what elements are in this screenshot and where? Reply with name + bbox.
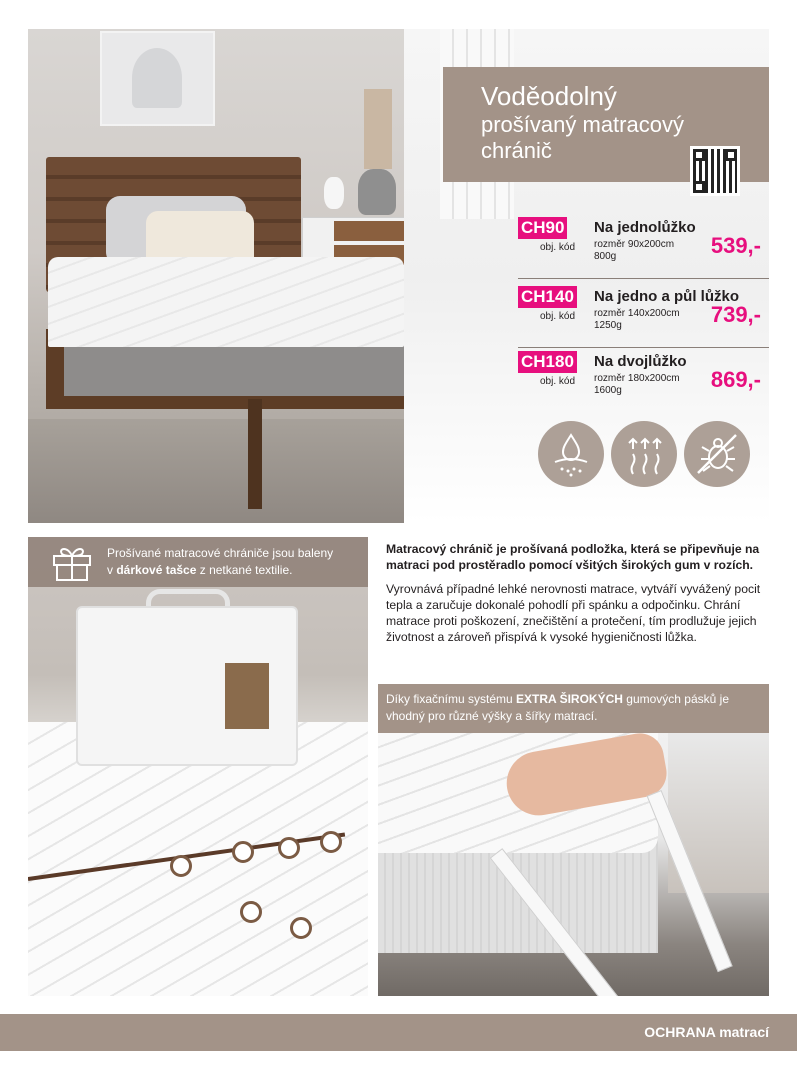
- title-line-3: chránič: [481, 138, 552, 163]
- elastic-strap-photo: [378, 733, 769, 996]
- footer-bar: [0, 1014, 797, 1051]
- obj-code-label: obj. kód: [540, 376, 576, 387]
- product-name: Na jedno a půl lůžko: [594, 288, 740, 305]
- title-line-1: Voděodolný: [481, 81, 617, 111]
- product-name: Na jednolůžko: [594, 219, 696, 236]
- product-size: rozměr 140x200cm: [594, 308, 680, 319]
- cotton-flower: [240, 901, 262, 923]
- product-row: [518, 349, 769, 405]
- product-description: [386, 541, 769, 645]
- product-code: CH140: [518, 286, 577, 308]
- gift-icon: [50, 542, 94, 582]
- product-code: CH90: [518, 217, 567, 239]
- product-size: rozměr 180x200cm: [594, 373, 680, 384]
- wall-art: [100, 31, 215, 126]
- cotton-flower: [170, 855, 192, 877]
- product-tag: [225, 663, 269, 729]
- qr-corner: [725, 149, 737, 161]
- product-size: rozměr 90x200cm: [594, 239, 675, 250]
- gift-text: [107, 545, 362, 579]
- rug: [28, 419, 404, 523]
- qr-code-pattern: [693, 149, 737, 193]
- cotton-flower: [278, 837, 300, 859]
- product-price: 739,-: [710, 302, 761, 327]
- fixation-text-suffix: gumových pásků je vhodný pro různé výšky a šířky matrací.: [386, 692, 729, 723]
- mattress-protector: [48, 257, 404, 347]
- cotton-flower: [320, 831, 342, 853]
- gift-text-bold: dárkové tašce: [116, 563, 197, 577]
- row-divider: [518, 278, 769, 279]
- product-row: [518, 215, 769, 279]
- vase: [324, 177, 344, 209]
- product-row: [518, 284, 769, 348]
- product-price: 539,-: [710, 233, 761, 258]
- cotton-flower: [232, 841, 254, 863]
- qr-corner: [693, 149, 705, 161]
- lamp-base: [358, 169, 396, 215]
- cotton-flower: [290, 917, 312, 939]
- product-code: CH180: [518, 351, 577, 373]
- product-weight: 800g: [594, 251, 617, 262]
- gift-text-line1: Prošívané matracové chrániče jsou baleny: [107, 546, 334, 560]
- nightstand-drawer: [334, 221, 404, 241]
- water-drop-icon: [538, 421, 604, 487]
- fixation-text: [386, 691, 762, 725]
- breathable-arrows-icon: [611, 421, 677, 487]
- description-body: Vyrovnává případné lehké nerovnosti matrace, vytváří vyvážený pocit tepla a zaručuje dokonalé pohodlí při spánku a odpočinku. Chrání matrace proti poškození, znečištění a protečení, tím prodlužuje jejich životnost a zároveň přispívá k vysoké hygieničnosti lůžka.: [386, 582, 761, 644]
- gift-banner: [28, 537, 368, 587]
- fixation-text-bold: EXTRA ŠIROKÝCH: [516, 692, 623, 706]
- gift-text-suffix: z netkané textilie.: [196, 563, 293, 577]
- qr-corner: [693, 181, 705, 193]
- description-lead: Matracový chránič je prošívaná podložka, která se připevňuje na matraci pod prostěradlo pomocí všitých širokých gum v rozích.: [386, 542, 760, 572]
- qr-code[interactable]: [690, 146, 740, 196]
- fixation-text-prefix: Díky fixačnímu systému: [386, 692, 517, 706]
- obj-code-label: obj. kód: [540, 311, 576, 322]
- product-weight: 1250g: [594, 320, 622, 331]
- product-name: Na dvojlůžko: [594, 353, 687, 370]
- fixation-banner: [378, 684, 769, 733]
- row-divider: [518, 347, 769, 348]
- product-price: 869,-: [710, 367, 761, 392]
- footer-label: OCHRANA matrací: [644, 1024, 769, 1040]
- title-line-2: prošívaný matracový: [481, 112, 684, 137]
- bed-leg: [248, 399, 262, 509]
- gift-bag-photo: [28, 537, 368, 996]
- product-weight: 1600g: [594, 385, 622, 396]
- anti-mite-icon: [684, 421, 750, 487]
- lamp-shade: [364, 89, 392, 169]
- hero-photo-bed: [28, 29, 404, 523]
- gift-text-prefix: v: [107, 563, 117, 577]
- obj-code-label: obj. kód: [540, 242, 576, 253]
